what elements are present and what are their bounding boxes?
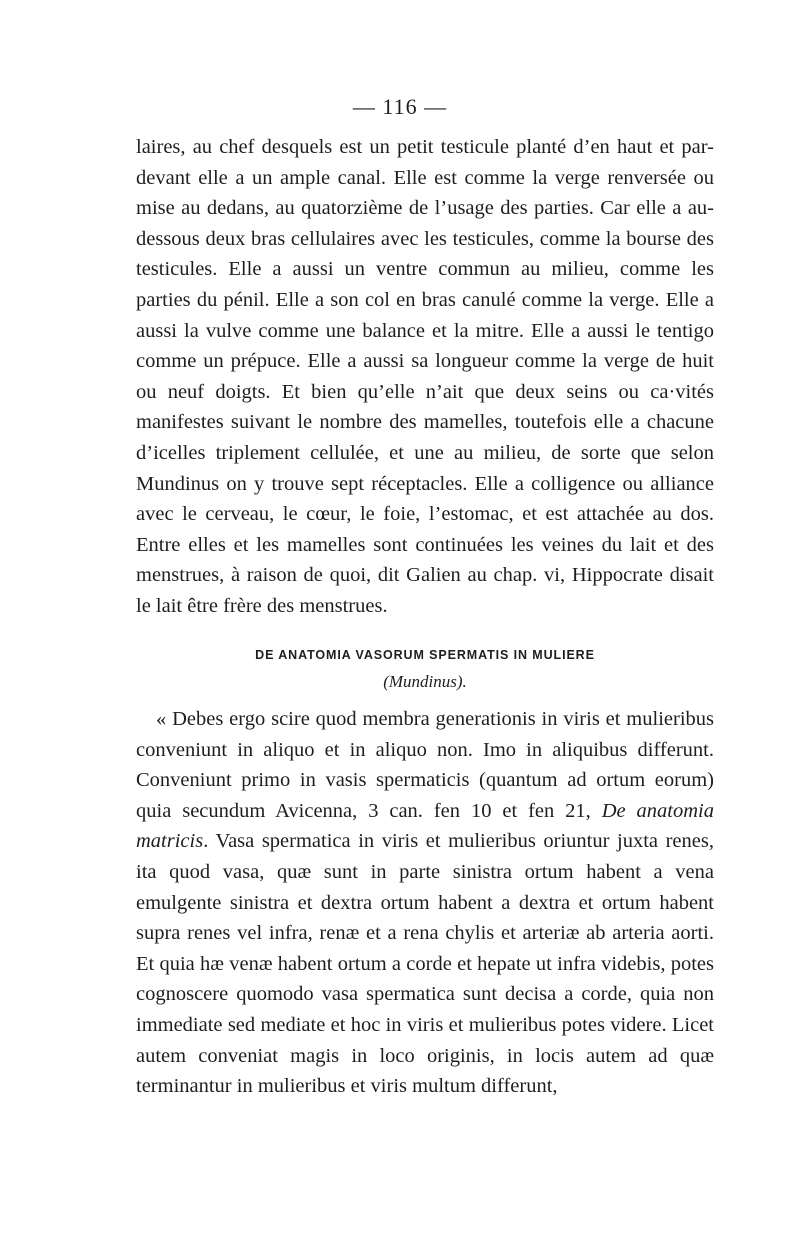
latin-text-part1: « Debes ergo scire quod membra generationis in viris et mulieribus conveniunt in aliquo et in aliquo non. Imo in aliquibus differunt. Conveniunt primo in vasis spermaticis (quantum ad ortum eorum) quia secundum Avicenna, 3 can. fen 10 et fen 21, [136,708,714,822]
latin-paragraph-text [136,704,714,1102]
latin-text-part2: . Vasa spermatica in viris et mulieribus oriuntur juxta renes, ita quod vasa, quæ sunt in parte sinistra ortum habent a vena emulgente sinistra et dextra ortum habent a dextra et ortum habent supra renes vel infra, renæ et a rena chylis et arteriæ ab arteria aorti. Et quia hæ venæ habent ortum a corde et hepate ut infra videbis, potes cognoscere quomodo vasa spermatica sunt decisa a corde, quia non immediate sed mediate et hoc in viris et mulieribus potes videre. Licet autem conveniat magis in loco originis, in locis autem ad quæ terminantur in mulieribus et viris multum differunt, [136,830,714,1098]
page-number: — 116 — [352,94,448,119]
section-heading: DE ANATOMIA VASORUM SPERMATIS IN MULIERE [255,648,595,662]
section-author: (Mundinus). [383,672,467,691]
latin-paragraph [136,704,714,1102]
french-paragraph-text: laires, au chef desquels est un petit testicule planté d’en haut et par-devant elle a un ample canal. Elle est comme la verge renversée ou mise au dedans, au quatorzième de l’usage des parties. Car elle a au-dessous deux bras cellulaires avec les testicules, comme la bourse des testicules. Elle a aussi un ventre commun au milieu, comme les parties du pénil. Elle a son col en bras canulé comme la verge. Elle a aussi la vulve comme une balance et la mitre. Elle a aussi le tentigo comme un prépuce. Elle a aussi sa longueur comme la verge de huit ou neuf doigts. Et bien qu’elle n’ait que deux seins ou ca·vités manifestes suivant le nombre des mamelles, toutefois elle a chacune d’icelles triplement cellulée, et une au milieu, de sorte que selon Mundinus on y trouve sept réceptacles. Elle a colligence ou alliance avec le cerveau, le cœur, le foie, l’estomac, et est attachée au dos. Entre elles et les mamelles sont continuées les veines du lait et des menstrues, à raison de quoi, dit Galien au chap. vi, Hippocrate disait le lait être frère des menstrues. [136,136,714,617]
latin-cited-title: De anatomia matricis [136,799,714,853]
french-paragraph [136,132,714,622]
